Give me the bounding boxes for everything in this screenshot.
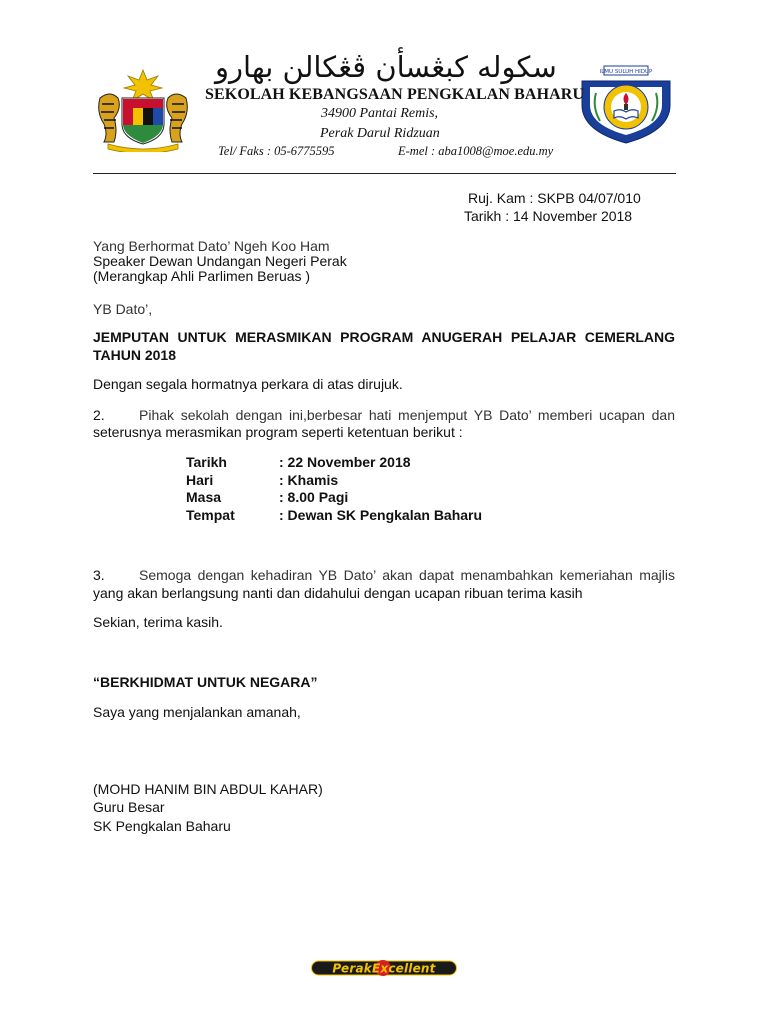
school-name-jawi: سكوله كبڠسأن ڤڠكالن بهارو bbox=[215, 50, 557, 84]
school-badge-logo bbox=[576, 63, 676, 145]
recipient-name: Yang Berhormat Dato’ Ngeh Koo Ham bbox=[93, 238, 330, 254]
detail-value-time: : 8.00 Pagi bbox=[279, 489, 349, 505]
signatory-title: Guru Besar bbox=[93, 799, 165, 815]
subject-line-2: TAHUN 2018 bbox=[93, 347, 176, 363]
address-line-1: 34900 Pantai Remis, bbox=[321, 106, 439, 121]
trust-line: Saya yang menjalankan amanah, bbox=[93, 704, 301, 720]
detail-value-day: : Khamis bbox=[279, 472, 339, 488]
paragraph-text: Semoga dengan kehadiran YB Dato’ akan dapat menambahkan kemeriahan majlis bbox=[139, 567, 675, 583]
subject-line-1: JEMPUTAN UNTUK MERASMIKAN PROGRAM ANUGERAH PELAJAR CEMERLANG bbox=[93, 329, 675, 345]
intro-sentence: Dengan segala hormatnya perkara di atas dirujuk. bbox=[93, 376, 403, 392]
signatory-school: SK Pengkalan Baharu bbox=[93, 818, 231, 834]
phone-fax: Tel/ Faks : 05-6775595 bbox=[218, 144, 335, 158]
paragraph-2-line-1 bbox=[93, 407, 675, 424]
letter-date: Tarikh : 14 November 2018 bbox=[464, 208, 633, 224]
motto: “BERKHIDMAT UNTUK NEGARA” bbox=[93, 674, 318, 690]
recipient-constituency: (Merangkap Ahli Parlimen Beruas ) bbox=[93, 268, 311, 284]
detail-value-date: : 22 November 2018 bbox=[279, 454, 411, 470]
paragraph-2-line-2: seterusnya merasmikan program seperti ketentuan berikut : bbox=[93, 424, 463, 440]
detail-label-time: Masa bbox=[186, 489, 222, 505]
reference-number: Ruj. Kam : SKPB 04/07/010 bbox=[468, 190, 641, 206]
perak-excellent-logo bbox=[311, 958, 457, 978]
address-line-2: Perak Darul Ridzuan bbox=[320, 126, 440, 141]
detail-label-date: Tarikh bbox=[186, 454, 227, 470]
paragraph-3-line-1 bbox=[93, 567, 675, 584]
school-name: SEKOLAH KEBANGSAAN PENGKALAN BAHARU bbox=[205, 86, 585, 103]
header-divider bbox=[93, 173, 676, 174]
detail-label-day: Hari bbox=[186, 472, 214, 488]
footer-logo-text: PerakExcellent bbox=[332, 961, 436, 976]
badge-motto-text: ILMU SULUH HIDUP bbox=[599, 69, 653, 75]
paragraph-number: 3. bbox=[93, 567, 105, 583]
salutation: YB Dato’, bbox=[93, 301, 153, 317]
paragraph-number: 2. bbox=[93, 407, 105, 423]
recipient-position: Speaker Dewan Undangan Negeri Perak bbox=[93, 253, 347, 269]
detail-value-venue: : Dewan SK Pengkalan Baharu bbox=[279, 507, 483, 523]
coat-of-arms-logo bbox=[92, 68, 194, 152]
paragraph-3-line-2: yang akan berlangsung nanti dan didahului dengan ucapan ribuan terima kasih bbox=[93, 585, 583, 601]
paragraph-text: Pihak sekolah dengan ini,berbesar hati menjemput YB Dato’ memberi ucapan dan bbox=[139, 407, 675, 423]
signatory-name: (MOHD HANIM BIN ABDUL KAHAR) bbox=[93, 781, 323, 797]
email-address: E-mel : aba1008@moe.edu.my bbox=[398, 144, 554, 158]
detail-label-venue: Tempat bbox=[186, 507, 235, 523]
closing-remark: Sekian, terima kasih. bbox=[93, 614, 223, 630]
